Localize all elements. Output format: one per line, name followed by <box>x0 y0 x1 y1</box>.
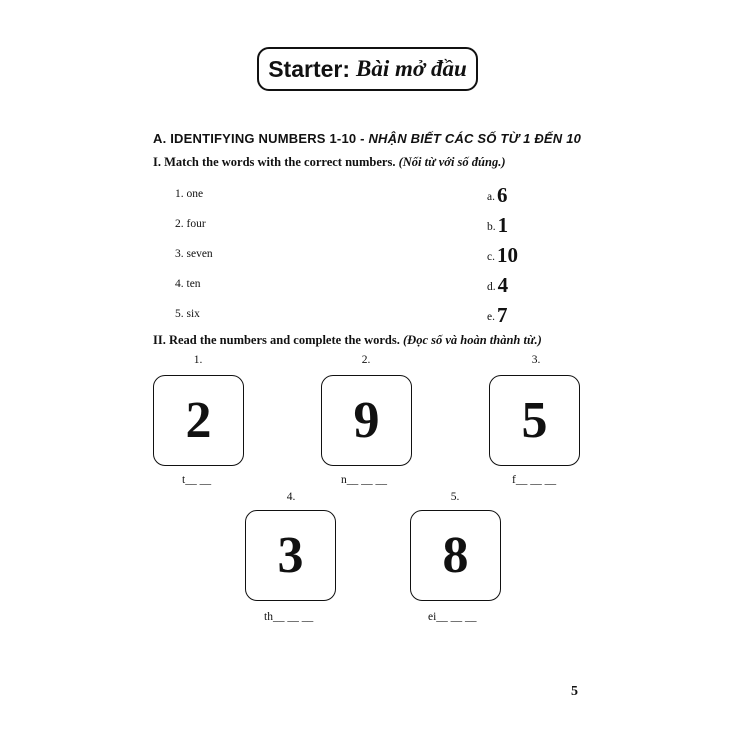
card-label: 2. <box>361 354 371 366</box>
match-number <box>487 211 508 236</box>
number-card <box>153 375 244 466</box>
card-digit: 5 <box>521 392 548 449</box>
exercise1-instruction-vi: (Nối từ với số đúng.) <box>398 155 506 169</box>
match-word: 1. one <box>175 188 204 200</box>
section-a-heading-vi: NHẬN BIẾT CÁC SỐ TỪ 1 ĐẾN 10 <box>368 131 582 146</box>
section-a-heading-en: A. IDENTIFYING NUMBERS 1-10 - <box>153 131 365 146</box>
match-value: 10 <box>496 243 518 267</box>
card-digit: 8 <box>442 527 469 584</box>
match-word: 4. ten <box>175 278 201 290</box>
match-letter: b. <box>487 221 496 233</box>
exercise2-instruction-en: II. Read the numbers and complete the words. <box>153 333 400 347</box>
card-label: 4. <box>286 491 296 503</box>
exercise1-instruction-en: I. Match the words with the correct numbers. <box>153 155 396 169</box>
word-blank: t__ __ <box>182 474 212 486</box>
word-blank: f__ __ __ <box>512 474 557 486</box>
number-card <box>489 375 580 466</box>
number-card <box>321 375 412 466</box>
number-card <box>410 510 501 601</box>
exercise1-instruction <box>153 155 506 170</box>
match-word: 5. six <box>175 308 200 320</box>
card-digit: 3 <box>277 527 304 584</box>
card-label: 1. <box>193 354 203 366</box>
match-letter: e. <box>487 311 495 323</box>
match-value: 6 <box>496 183 508 207</box>
title-main: Starter: <box>268 55 351 82</box>
card-label: 3. <box>531 354 541 366</box>
match-value: 7 <box>496 303 508 327</box>
match-letter: c. <box>487 251 495 263</box>
match-number <box>487 241 518 266</box>
match-word: 3. seven <box>175 248 213 260</box>
word-blank: ei__ __ __ <box>428 611 477 623</box>
number-card <box>245 510 336 601</box>
card-label: 5. <box>450 491 460 503</box>
title-subtitle: Bài mở đầu <box>356 56 467 81</box>
word-blank: n__ __ __ <box>341 474 387 486</box>
card-digit: 2 <box>185 392 212 449</box>
match-number <box>487 181 507 206</box>
match-word: 2. four <box>175 218 206 230</box>
card-digit: 9 <box>353 392 380 449</box>
match-letter: d. <box>487 281 496 293</box>
match-letter: a. <box>487 191 495 203</box>
match-value: 1 <box>497 213 509 237</box>
page-number: 5 <box>571 684 578 699</box>
section-a-heading <box>153 131 581 146</box>
word-blank: th__ __ __ <box>264 611 314 623</box>
match-number <box>487 301 507 326</box>
match-number <box>487 271 508 296</box>
exercise2-instruction-vi: (Đọc số và hoàn thành từ.) <box>403 333 542 347</box>
title-box <box>257 47 478 91</box>
match-value: 4 <box>497 273 509 297</box>
exercise2-instruction <box>153 333 542 348</box>
